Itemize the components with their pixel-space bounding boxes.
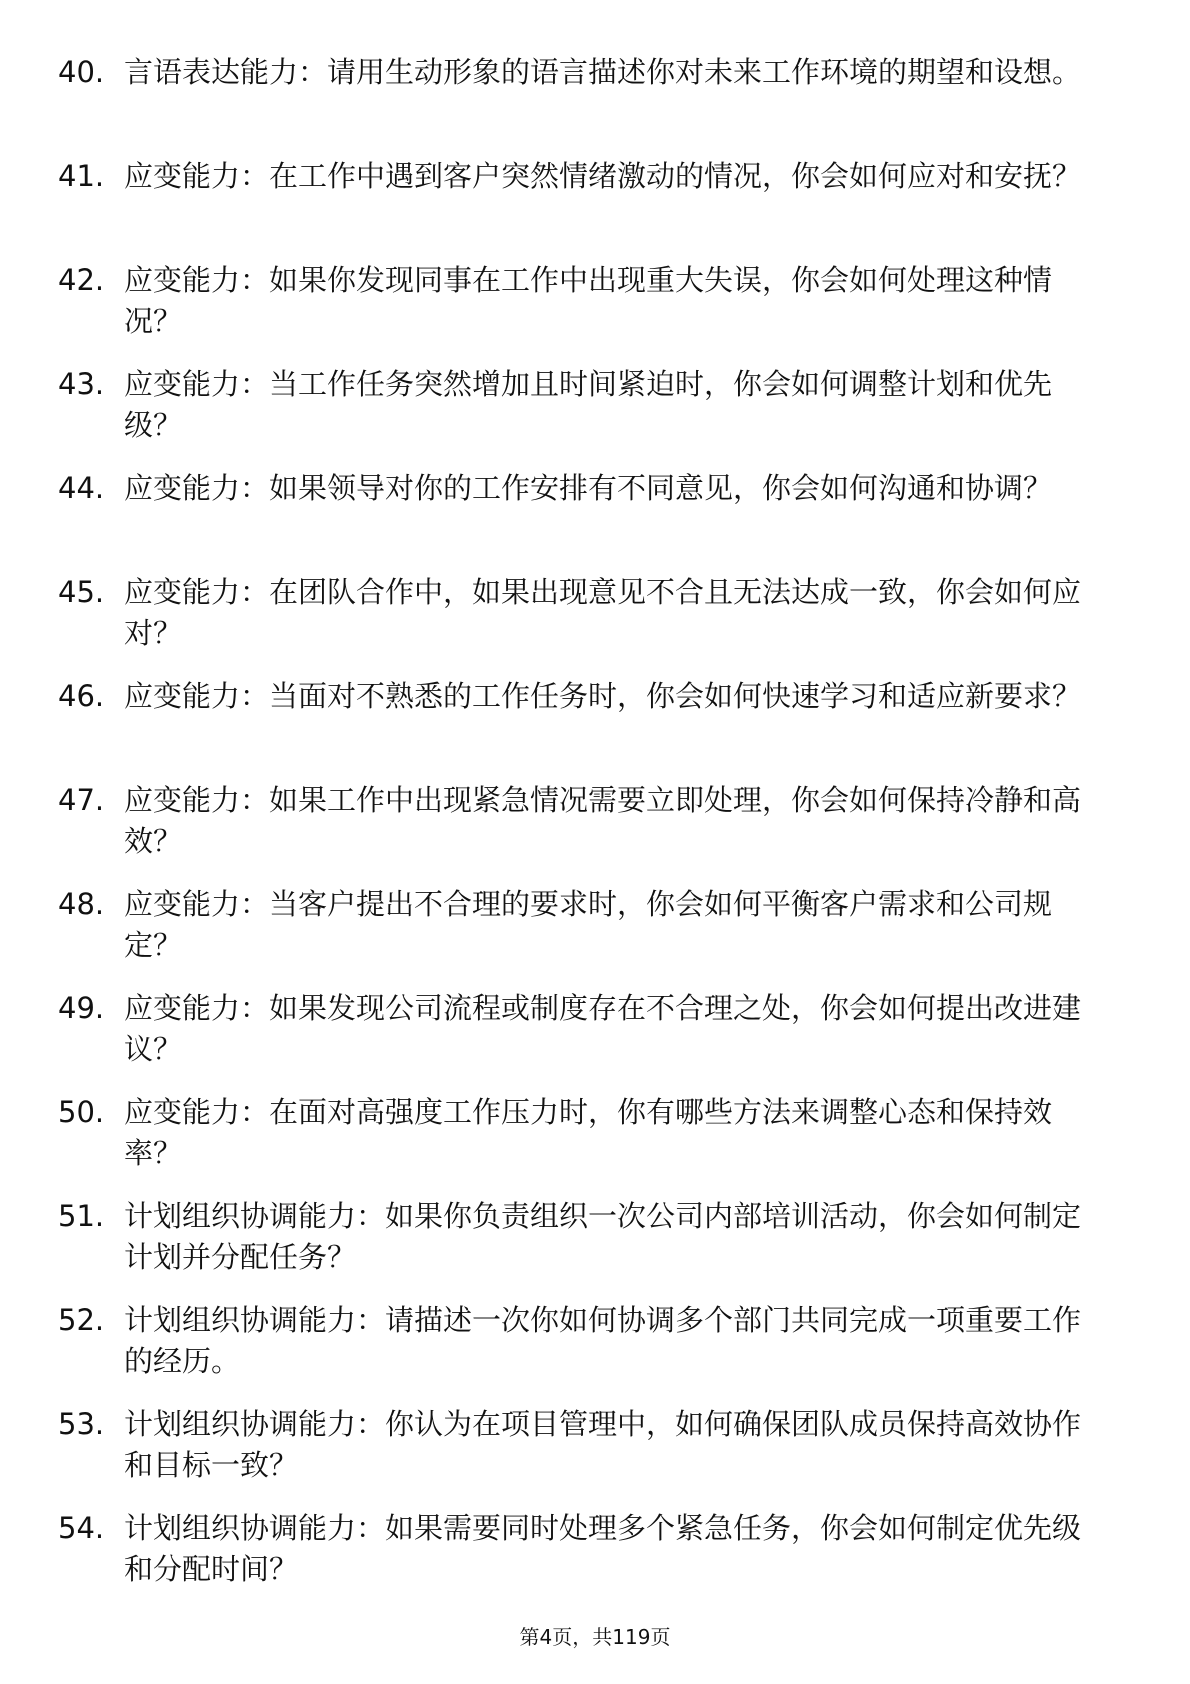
question-item — [58, 260, 1108, 364]
question-text: 应变能力：如果领导对你的工作安排有不同意见，你会如何沟通和协调？ — [124, 471, 1053, 505]
question-text: 应变能力：在面对高强度工作压力时，你有哪些方法来调整心态和保持效率？ — [124, 1095, 1053, 1170]
question-number: 47. — [58, 783, 105, 817]
question-item — [58, 572, 1108, 676]
question-item — [58, 1196, 1108, 1300]
question-number: 42. — [58, 263, 105, 297]
question-text: 应变能力：如果工作中出现紧急情况需要立即处理，你会如何保持冷静和高效？ — [124, 783, 1082, 858]
question-text: 应变能力：当客户提出不合理的要求时，你会如何平衡客户需求和公司规定？ — [124, 887, 1053, 962]
question-item — [58, 676, 1108, 780]
question-text: 应变能力：如果发现公司流程或制度存在不合理之处，你会如何提出改进建议？ — [124, 991, 1082, 1066]
question-list — [58, 52, 1108, 1612]
question-item — [58, 1404, 1108, 1508]
question-text: 计划组织协调能力：如果你负责组织一次公司内部培训活动，你会如何制定计划并分配任务？ — [124, 1199, 1082, 1274]
question-item — [58, 1508, 1108, 1612]
question-number: 54. — [58, 1511, 105, 1545]
question-item — [58, 884, 1108, 988]
question-item — [58, 780, 1108, 884]
question-text: 计划组织协调能力：你认为在项目管理中，如何确保团队成员保持高效协作和目标一致？ — [124, 1407, 1082, 1482]
question-text: 应变能力：当面对不熟悉的工作任务时，你会如何快速学习和适应新要求？ — [124, 679, 1082, 713]
question-item — [58, 1300, 1108, 1404]
question-text: 计划组织协调能力：请描述一次你如何协调多个部门共同完成一项重要工作的经历。 — [124, 1303, 1082, 1378]
question-number: 49. — [58, 991, 105, 1025]
question-number: 45. — [58, 575, 105, 609]
page-number-footer: 第4页，共119页 — [519, 1625, 671, 1649]
question-text: 应变能力：当工作任务突然增加且时间紧迫时，你会如何调整计划和优先级？ — [124, 367, 1053, 442]
question-text: 计划组织协调能力：如果需要同时处理多个紧急任务，你会如何制定优先级和分配时间？ — [124, 1511, 1082, 1586]
question-number: 44. — [58, 471, 105, 505]
question-number: 51. — [58, 1199, 105, 1233]
question-text: 应变能力：在团队合作中，如果出现意见不合且无法达成一致，你会如何应对？ — [124, 575, 1082, 650]
question-number: 52. — [58, 1303, 105, 1337]
question-text: 言语表达能力：请用生动形象的语言描述你对未来工作环境的期望和设想。 — [124, 55, 1082, 89]
question-item — [58, 988, 1108, 1092]
question-number: 46. — [58, 679, 105, 713]
question-text: 应变能力：在工作中遇到客户突然情绪激动的情况，你会如何应对和安抚？ — [124, 159, 1082, 193]
question-number: 48. — [58, 887, 105, 921]
question-item — [58, 468, 1108, 572]
question-text: 应变能力：如果你发现同事在工作中出现重大失误，你会如何处理这种情况？ — [124, 263, 1053, 338]
question-number: 53. — [58, 1407, 105, 1441]
question-item — [58, 156, 1108, 260]
question-number: 41. — [58, 159, 105, 193]
question-number: 43. — [58, 367, 105, 401]
question-number: 50. — [58, 1095, 105, 1129]
question-item — [58, 364, 1108, 468]
question-item — [58, 1092, 1108, 1196]
question-item — [58, 52, 1108, 156]
question-number: 40. — [58, 55, 105, 89]
